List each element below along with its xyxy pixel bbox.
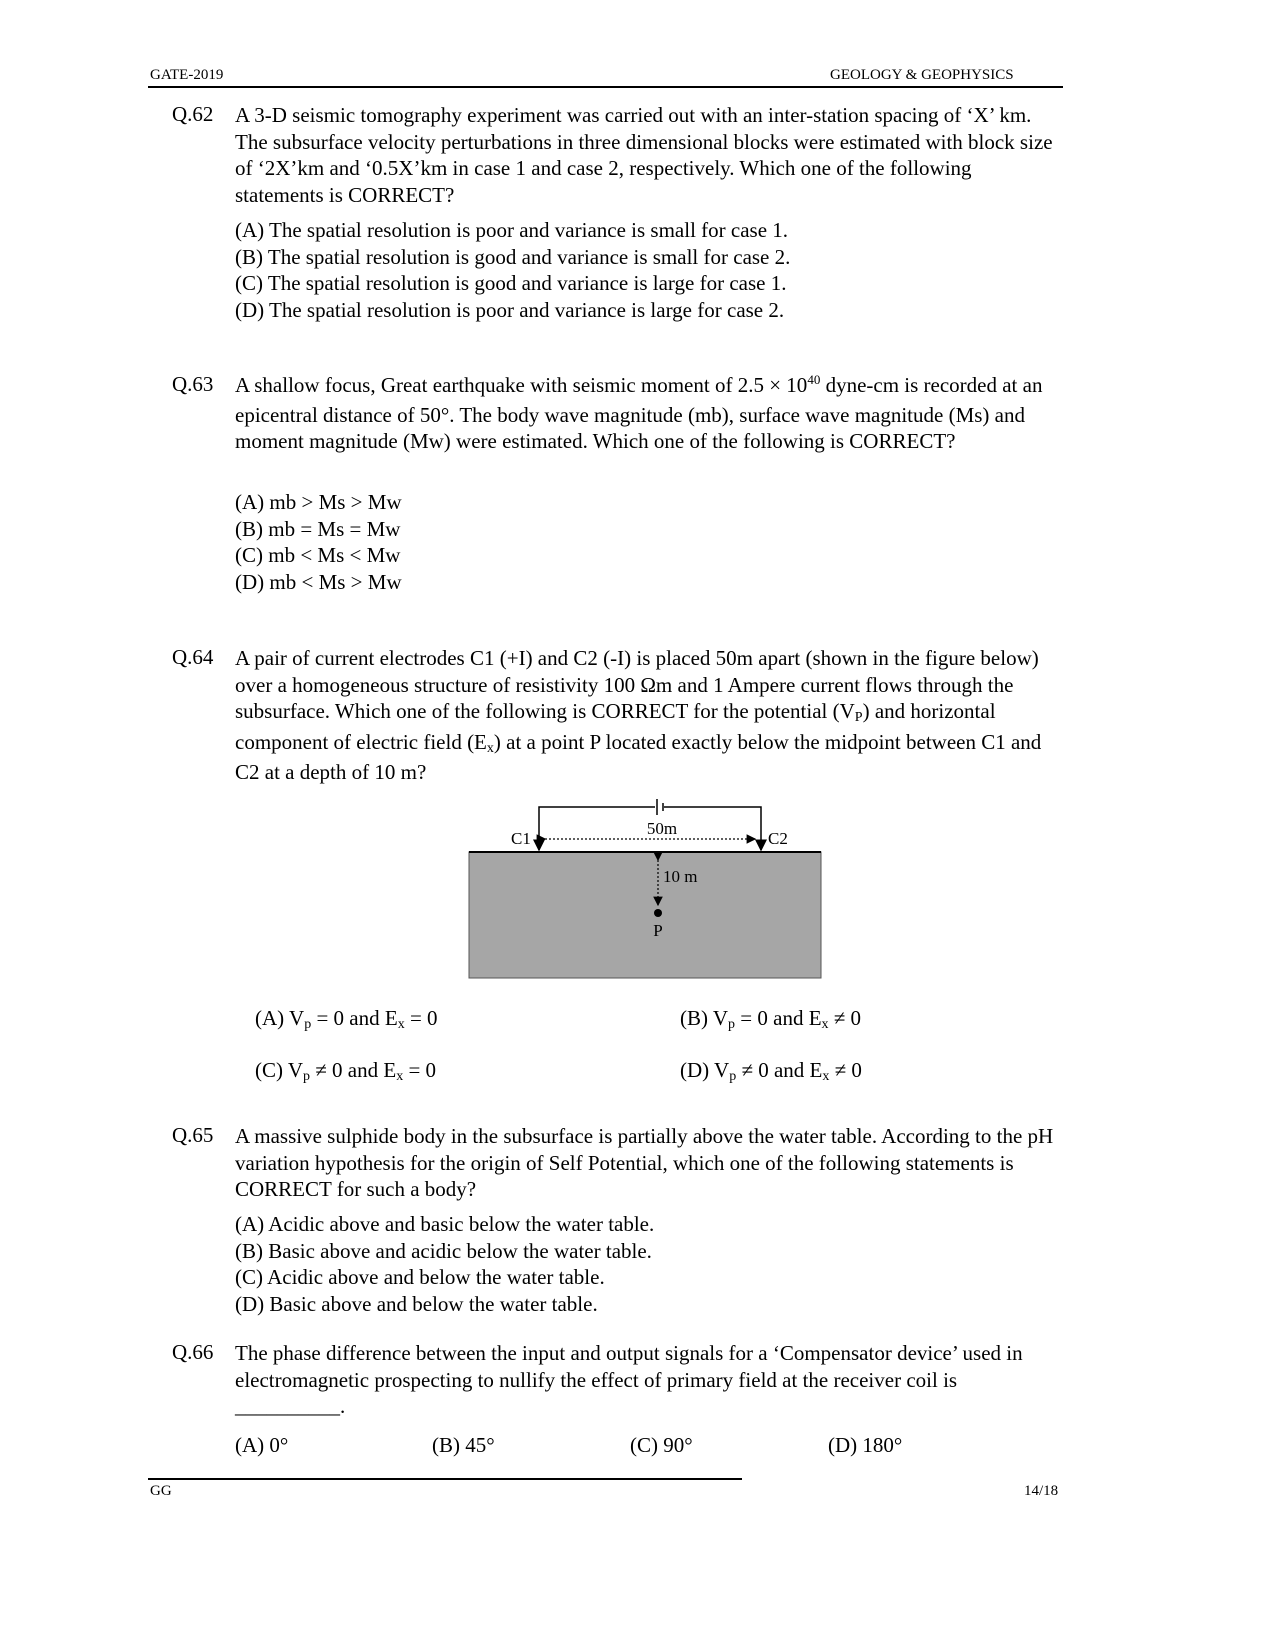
q64-option-d: (D) $V_p \ne 0$ and $E_x \ne 0$ [680,1058,862,1084]
q64-number: Q.64 [172,645,214,669]
q66-option-d: (D) 180° [828,1433,903,1457]
q62-option-b: (B) The spatial resolution is good and variance is small for case 2. [235,244,791,269]
q64-option-c: (C) $V_p \ne 0$ and $E_x = 0$ [255,1058,437,1084]
q65-option-b: (B) Basic above and acidic below the water table. [235,1238,652,1263]
q62-option-d: (D) The spatial resolution is poor and variance is large for case 2. [235,297,785,322]
q64-option-a: (A) $V_p = 0$ and $E_x = 0$ [255,1006,438,1032]
q62-text: A 3-D seismic tomography experiment was carried out with an inter-station spacing of ‘X’ km. The subsurface velocity perturbations in three dimensional blocks were estimated with block size of ‘2X’km and ‘0.5X’km in case 1 and case 2, respectively. Which one of the following statements is CORRECT? [235,103,1053,207]
footer-page-number: 14/18 [1024,1483,1059,1499]
q65-option-c: (C) Acidic above and below the water table. [235,1265,605,1289]
q65-text: A massive sulphide body in the subsurface is partially above the water table. According to the pH variation hypothesis for the origin of Self Potential, which one of the following statements is CORRECT for such a body? [235,1124,1054,1201]
header-rule [148,86,1063,88]
q63-options [235,489,402,595]
q63-exponent: 40 [807,372,821,387]
subsurface-block [469,852,821,978]
depth-label: 10 m [663,867,698,886]
header-subject: GEOLOGY & GEOPHYSICS [830,67,1014,83]
c1-label: C1 [511,829,531,848]
q64-text: A pair of current electrodes C1 (+I) and C2 (-I) is placed 50m apart (shown in the figure below) over a homogeneous structure of resistivity 100 Ωm and 1 Ampere current flows through the subsurface. Which one of the following is CORRECT for the potential $(V_P)$ and horizontal component of electric field $(E_x)$ at a point P located exactly below the midpoint between C1 and C2 at a depth of 10 m? [235,646,1042,784]
footer-paper-code: GG [150,1483,172,1499]
q64-electrode-figure [465,798,825,983]
footer-rule [148,1478,742,1480]
header-exam-name: GATE-2019 [150,67,224,83]
q64-option-b: (B) $V_p = 0$ and $E_x \ne 0$ [680,1006,862,1032]
q63-text: A shallow focus, Great earthquake with seismic moment of $2.5 \times 10^{40}$ dyne-cm is recorded at an epicentral distance of 50°. The body wave magnitude (mb), surface wave magnitude (Ms) and moment magnitude (Mw) were estimated. Which one of the following is CORRECT? [235,372,1043,453]
c2-label: C2 [768,829,788,848]
q62-options [235,217,790,323]
q66-blank: __________. [235,1394,346,1418]
q63-option-a: (A) mb > Ms > Mw [235,490,402,514]
q66-option-a: (A) 0° [235,1433,289,1457]
q63-option-c: (C) mb < Ms < Mw [235,543,401,567]
q63-number: Q.63 [172,372,214,396]
q66-text: The phase difference between the input and output signals for a ‘Compensator device’ used in electromagnetic prospecting to nullify the effect of primary field at the receiver coil is [235,1341,1023,1392]
q66-option-b: (B) 45° [432,1433,495,1457]
q62-number: Q.62 [172,102,214,126]
q62-option-a: (A) The spatial resolution is poor and variance is small for case 1. [235,218,789,242]
q66-number: Q.66 [172,1340,214,1364]
q63-option-d: (D) mb < Ms > Mw [235,569,402,594]
spacing-label: 50m [646,819,678,838]
q66-option-c: (C) 90° [630,1433,693,1457]
point-p-label: P [653,921,663,940]
q65-option-d: (D) Basic above and below the water table. [235,1291,598,1316]
q65-number: Q.65 [172,1123,214,1147]
point-p-marker [654,909,662,917]
q65-options [235,1211,654,1317]
q62-option-c: (C) The spatial resolution is good and variance is large for case 1. [235,271,787,295]
q65-option-a: (A) Acidic above and basic below the water table. [235,1212,655,1236]
q63-option-b: (B) mb = Ms = Mw [235,516,401,541]
